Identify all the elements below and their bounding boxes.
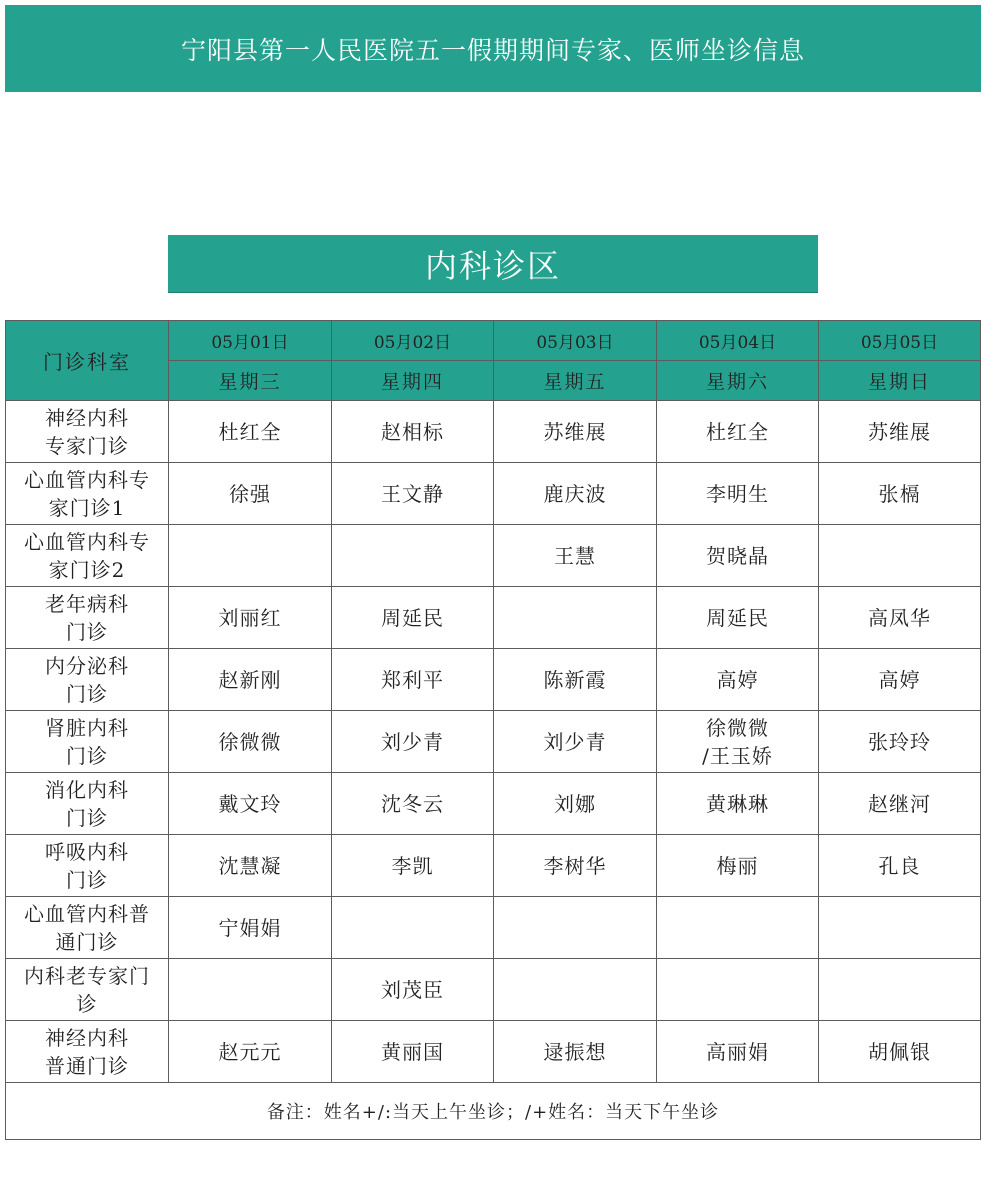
- dept-cell: [6, 897, 169, 959]
- doctor-cell: 高凤华: [819, 587, 981, 649]
- doctor-cell: [494, 897, 657, 959]
- page-title-banner: [5, 5, 981, 92]
- doctor-cell: 徐微微: [169, 711, 332, 773]
- dept-cell: [6, 463, 169, 525]
- doctor-cell: 杜红全: [657, 401, 819, 463]
- zone-title: 内科诊区: [424, 246, 561, 285]
- schedule-table: [5, 320, 981, 1140]
- doctor-cell: 宁娟娟: [169, 897, 332, 959]
- dept-label-line: 消化内科: [45, 777, 129, 802]
- doctor-cell: 张玲玲: [819, 711, 981, 773]
- doctor-cell: 李树华: [494, 835, 657, 897]
- zone-title-banner: [168, 235, 818, 292]
- dept-label-line: 心血管内科专: [24, 467, 150, 492]
- doctor-cell: 陈新霞: [494, 649, 657, 711]
- doctor-cell: 高丽娟: [657, 1021, 819, 1083]
- dept-label-line: 家门诊1: [48, 495, 126, 520]
- weekday-header: 星期三: [169, 361, 332, 401]
- dept-label-line: 肾脏内科: [45, 715, 129, 740]
- note-text: 备注：姓名+/:当天上午坐诊；/+姓名：当天下午坐诊: [6, 1083, 981, 1140]
- dept-label-line: 神经内科: [45, 1025, 129, 1050]
- dept-cell: [6, 401, 169, 463]
- doctor-cell: 沈冬云: [332, 773, 494, 835]
- doctor-cell: 徐强: [169, 463, 332, 525]
- doctor-cell: 刘少青: [332, 711, 494, 773]
- table-row: [6, 711, 981, 773]
- date-header: 05月01日: [169, 321, 332, 361]
- doctor-cell: [819, 959, 981, 1021]
- doctor-cell: [819, 525, 981, 587]
- doctor-cell: [169, 525, 332, 587]
- dept-cell: [6, 649, 169, 711]
- date-header: 05月02日: [332, 321, 494, 361]
- table-row: [6, 587, 981, 649]
- doctor-cell: 周延民: [657, 587, 819, 649]
- doctor-cell: [494, 959, 657, 1021]
- doctor-cell: 黄丽国: [332, 1021, 494, 1083]
- doctor-cell: 赵相标: [332, 401, 494, 463]
- dept-label-line: 心血管内科普: [24, 901, 150, 926]
- doctor-cell: [332, 525, 494, 587]
- doctor-cell: [657, 897, 819, 959]
- weekday-header: 星期日: [819, 361, 981, 401]
- doctor-cell: [819, 897, 981, 959]
- table-row: [6, 649, 981, 711]
- dept-label-line: 诊: [76, 991, 98, 1016]
- page-title: 宁阳县第一人民医院五一假期期间专家、医师坐诊信息: [180, 35, 805, 65]
- doctor-cell: 逯振想: [494, 1021, 657, 1083]
- dept-label-line: 专家门诊: [45, 433, 129, 458]
- weekday-header: 星期六: [657, 361, 819, 401]
- doctor-cell: 张槅: [819, 463, 981, 525]
- doctor-cell: 刘少青: [494, 711, 657, 773]
- dept-cell: [6, 525, 169, 587]
- doctor-cell: 李凯: [332, 835, 494, 897]
- doctor-cell: [494, 587, 657, 649]
- doctor-cell: 周延民: [332, 587, 494, 649]
- dept-cell: [6, 1021, 169, 1083]
- date-header: 05月03日: [494, 321, 657, 361]
- dept-label-line: 通门诊: [55, 929, 119, 954]
- doctor-cell: 刘娜: [494, 773, 657, 835]
- table-row: [6, 525, 981, 587]
- dept-label-line: 老年病科: [45, 591, 129, 616]
- doctor-cell: 徐微微 /王玉娇: [657, 711, 819, 773]
- doctor-cell: 鹿庆波: [494, 463, 657, 525]
- dept-cell: [6, 773, 169, 835]
- table-row: [6, 835, 981, 897]
- dept-label-line: 心血管内科专: [24, 529, 150, 554]
- doctor-cell: [657, 959, 819, 1021]
- doctor-cell: 李明生: [657, 463, 819, 525]
- doctor-cell: 沈慧凝: [169, 835, 332, 897]
- doctor-cell: [332, 897, 494, 959]
- doctor-cell: 高婷: [657, 649, 819, 711]
- date-header-row: [6, 321, 981, 361]
- table-row: [6, 1021, 981, 1083]
- dept-label-line: 门诊: [66, 681, 108, 706]
- doctor-cell: 黄琳琳: [657, 773, 819, 835]
- doctor-cell: 戴文玲: [169, 773, 332, 835]
- table-row: [6, 959, 981, 1021]
- dept-label-line: 门诊: [66, 805, 108, 830]
- doctor-cell: 贺晓晶: [657, 525, 819, 587]
- doctor-cell: 苏维展: [819, 401, 981, 463]
- date-header: 05月04日: [657, 321, 819, 361]
- dept-label-line: 内科老专家门: [24, 963, 150, 988]
- doctor-cell: 刘丽红: [169, 587, 332, 649]
- dept-cell: [6, 587, 169, 649]
- doctor-cell: 王文静: [332, 463, 494, 525]
- dept-label-line: 门诊: [66, 867, 108, 892]
- doctor-cell: 杜红全: [169, 401, 332, 463]
- doctor-cell: 胡佩银: [819, 1021, 981, 1083]
- doctor-cell: 苏维展: [494, 401, 657, 463]
- table-row: [6, 773, 981, 835]
- doctor-cell: 梅丽: [657, 835, 819, 897]
- table-row: [6, 401, 981, 463]
- doctor-cell: 赵新刚: [169, 649, 332, 711]
- dept-label-line: 门诊: [66, 743, 108, 768]
- dept-header: 门诊科室: [6, 321, 169, 401]
- dept-cell: [6, 711, 169, 773]
- weekday-header: 星期五: [494, 361, 657, 401]
- weekday-header: 星期四: [332, 361, 494, 401]
- doctor-cell: [169, 959, 332, 1021]
- doctor-cell: 王慧: [494, 525, 657, 587]
- dept-label-line: 家门诊2: [48, 557, 126, 582]
- doctor-cell: 赵元元: [169, 1021, 332, 1083]
- dept-label-line: 神经内科: [45, 405, 129, 430]
- doctor-cell: 刘茂臣: [332, 959, 494, 1021]
- table-row: [6, 897, 981, 959]
- doctor-cell: 高婷: [819, 649, 981, 711]
- note-row: [6, 1083, 981, 1140]
- doctor-cell: 赵继河: [819, 773, 981, 835]
- table-row: [6, 463, 981, 525]
- dept-cell: [6, 835, 169, 897]
- doctor-cell: 郑利平: [332, 649, 494, 711]
- doctor-cell: 孔良: [819, 835, 981, 897]
- dept-label-line: 呼吸内科: [45, 839, 129, 864]
- dept-label-line: 内分泌科: [45, 653, 129, 678]
- dept-label-line: 普通门诊: [45, 1053, 129, 1078]
- date-header: 05月05日: [819, 321, 981, 361]
- dept-cell: [6, 959, 169, 1021]
- dept-label-line: 门诊: [66, 619, 108, 644]
